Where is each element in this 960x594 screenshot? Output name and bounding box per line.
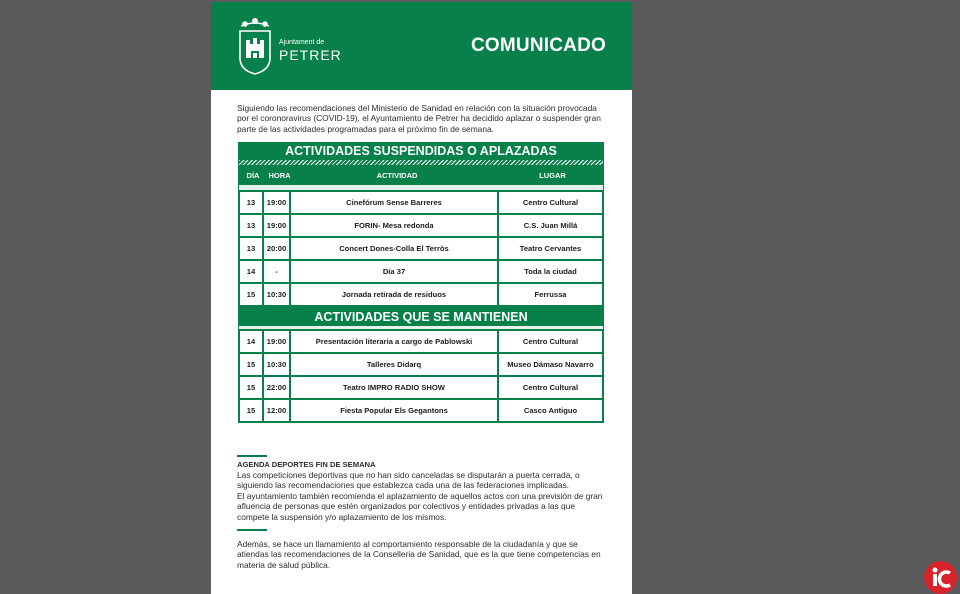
divider-line <box>237 455 267 457</box>
header-hora: HORA <box>268 170 291 180</box>
cell-hora: 20:00 <box>264 238 289 259</box>
maintained-rows <box>238 331 604 421</box>
header-band <box>239 185 603 190</box>
cell-hora: 19:00 <box>264 215 289 236</box>
cell-lugar: Casco Antiguo <box>499 400 602 421</box>
table-row <box>238 238 604 259</box>
cell-actividad: Concert Dones-Colla El Terròs <box>291 238 497 259</box>
header-banner <box>211 2 632 90</box>
closing-paragraph: Además, se hace un llamamiento al comportamiento responsable de la ciudadanía y que se atiendas las recomendaciones de la Conselleria de Sanidad, que es la que tiene competencias en materia de salud pública. <box>237 539 601 570</box>
cell-hora: 19:00 <box>264 192 289 213</box>
cell-lugar: Centro Cultural <box>499 377 602 398</box>
cell-dia: 15 <box>240 354 262 375</box>
cell-hora: 10:30 <box>264 354 289 375</box>
cell-actividad: Presentación literaria a cargo de Pablowski <box>291 331 497 352</box>
sports-text <box>237 470 609 522</box>
table-row <box>238 215 604 236</box>
sports-paragraph-2: El ayuntamiento también recomienda el aplazamiento de aquellos actos con una previsión de gran afluencia de personas que estén organizados por colectivos y entidades privadas a las que compete la suspensión y/o aplazamiento de los mismos. <box>237 490 603 522</box>
cell-actividad: Fiesta Popular Els Gegantons <box>291 400 497 421</box>
header-lugar: LUGAR <box>539 170 566 180</box>
section-band <box>239 326 603 329</box>
logo-text <box>279 39 342 63</box>
cell-dia: 14 <box>240 261 262 282</box>
cell-lugar: Toda la ciudad <box>499 261 602 282</box>
coat-of-arms-icon <box>237 18 273 76</box>
cell-actividad: FORIN- Mesa redonda <box>291 215 497 236</box>
table-row <box>238 377 604 398</box>
logo-small-text: Ajuntament de <box>279 39 325 46</box>
cell-actividad: Talleres Didarq <box>291 354 497 375</box>
logo-town-name: PETRER <box>279 47 342 63</box>
activities-table <box>238 142 604 423</box>
cell-actividad: Jornada retirada de residuos <box>291 284 497 305</box>
cell-hora: 19:00 <box>264 331 289 352</box>
cell-hora: 22:00 <box>264 377 289 398</box>
suspended-rows <box>238 192 604 305</box>
cell-lugar: Centro Cultural <box>499 192 602 213</box>
cell-hora: 10:30 <box>264 284 289 305</box>
header-actividad: ACTIVIDAD <box>376 170 418 180</box>
table-row <box>238 354 604 375</box>
header-dia: DÍA <box>246 170 260 180</box>
sports-paragraph-1: Las competiciones deportivas que no han sido canceladas se disputarán a puerta cerrada, o siguiendo las recomendaciones que establezca cada una de las federaciones implicadas. <box>237 470 580 491</box>
suspended-section-title: ACTIVIDADES SUSPENDIDAS O APLAZADAS <box>285 144 557 158</box>
sports-title: AGENDA DEPORTES FIN DE SEMANA <box>237 460 376 469</box>
cell-lugar: Ferrussa <box>499 284 602 305</box>
cell-lugar: Teatro Cervantes <box>499 238 602 259</box>
cell-dia: 15 <box>240 377 262 398</box>
cell-actividad: Día 37 <box>291 261 497 282</box>
cell-dia: 13 <box>240 238 262 259</box>
table-row <box>238 284 604 305</box>
cell-dia: 13 <box>240 192 262 213</box>
cell-dia: 14 <box>240 331 262 352</box>
document-page <box>211 2 632 594</box>
table-row <box>238 261 604 282</box>
cell-dia: 15 <box>240 284 262 305</box>
cell-lugar: C.S. Juan Millá <box>499 215 602 236</box>
intro-paragraph: Siguiendo las recomendaciones del Ministerio de Sanidad en relación con la situación provocada por el coronoravirus (COVID-19), el Ayuntamiento de Petrer ha decidido aplazar o suspender gran parte de las actividades programadas para el próximo fin de semana. <box>237 103 601 134</box>
table-row <box>238 192 604 213</box>
page-title: COMUNICADO <box>471 35 606 56</box>
cell-actividad: Cinefórum Sense Barreres <box>291 192 497 213</box>
table-row <box>238 400 604 421</box>
site-logo-glyph-icon <box>924 561 957 594</box>
cell-dia: 13 <box>240 215 262 236</box>
cell-lugar: Museo Dámaso Navarro <box>499 354 602 375</box>
cell-actividad: Teatro IMPRO RADIO SHOW <box>291 377 497 398</box>
site-logo-icon[interactable] <box>924 561 957 594</box>
cell-dia: 15 <box>240 400 262 421</box>
table-row <box>238 331 604 352</box>
cell-hora: - <box>264 261 289 282</box>
maintained-section-title: ACTIVIDADES QUE SE MANTIENEN <box>314 310 528 324</box>
table-header-row <box>238 165 604 185</box>
cell-hora: 12:00 <box>264 400 289 421</box>
cell-lugar: Centro Cultural <box>499 331 602 352</box>
divider-line <box>237 529 267 531</box>
